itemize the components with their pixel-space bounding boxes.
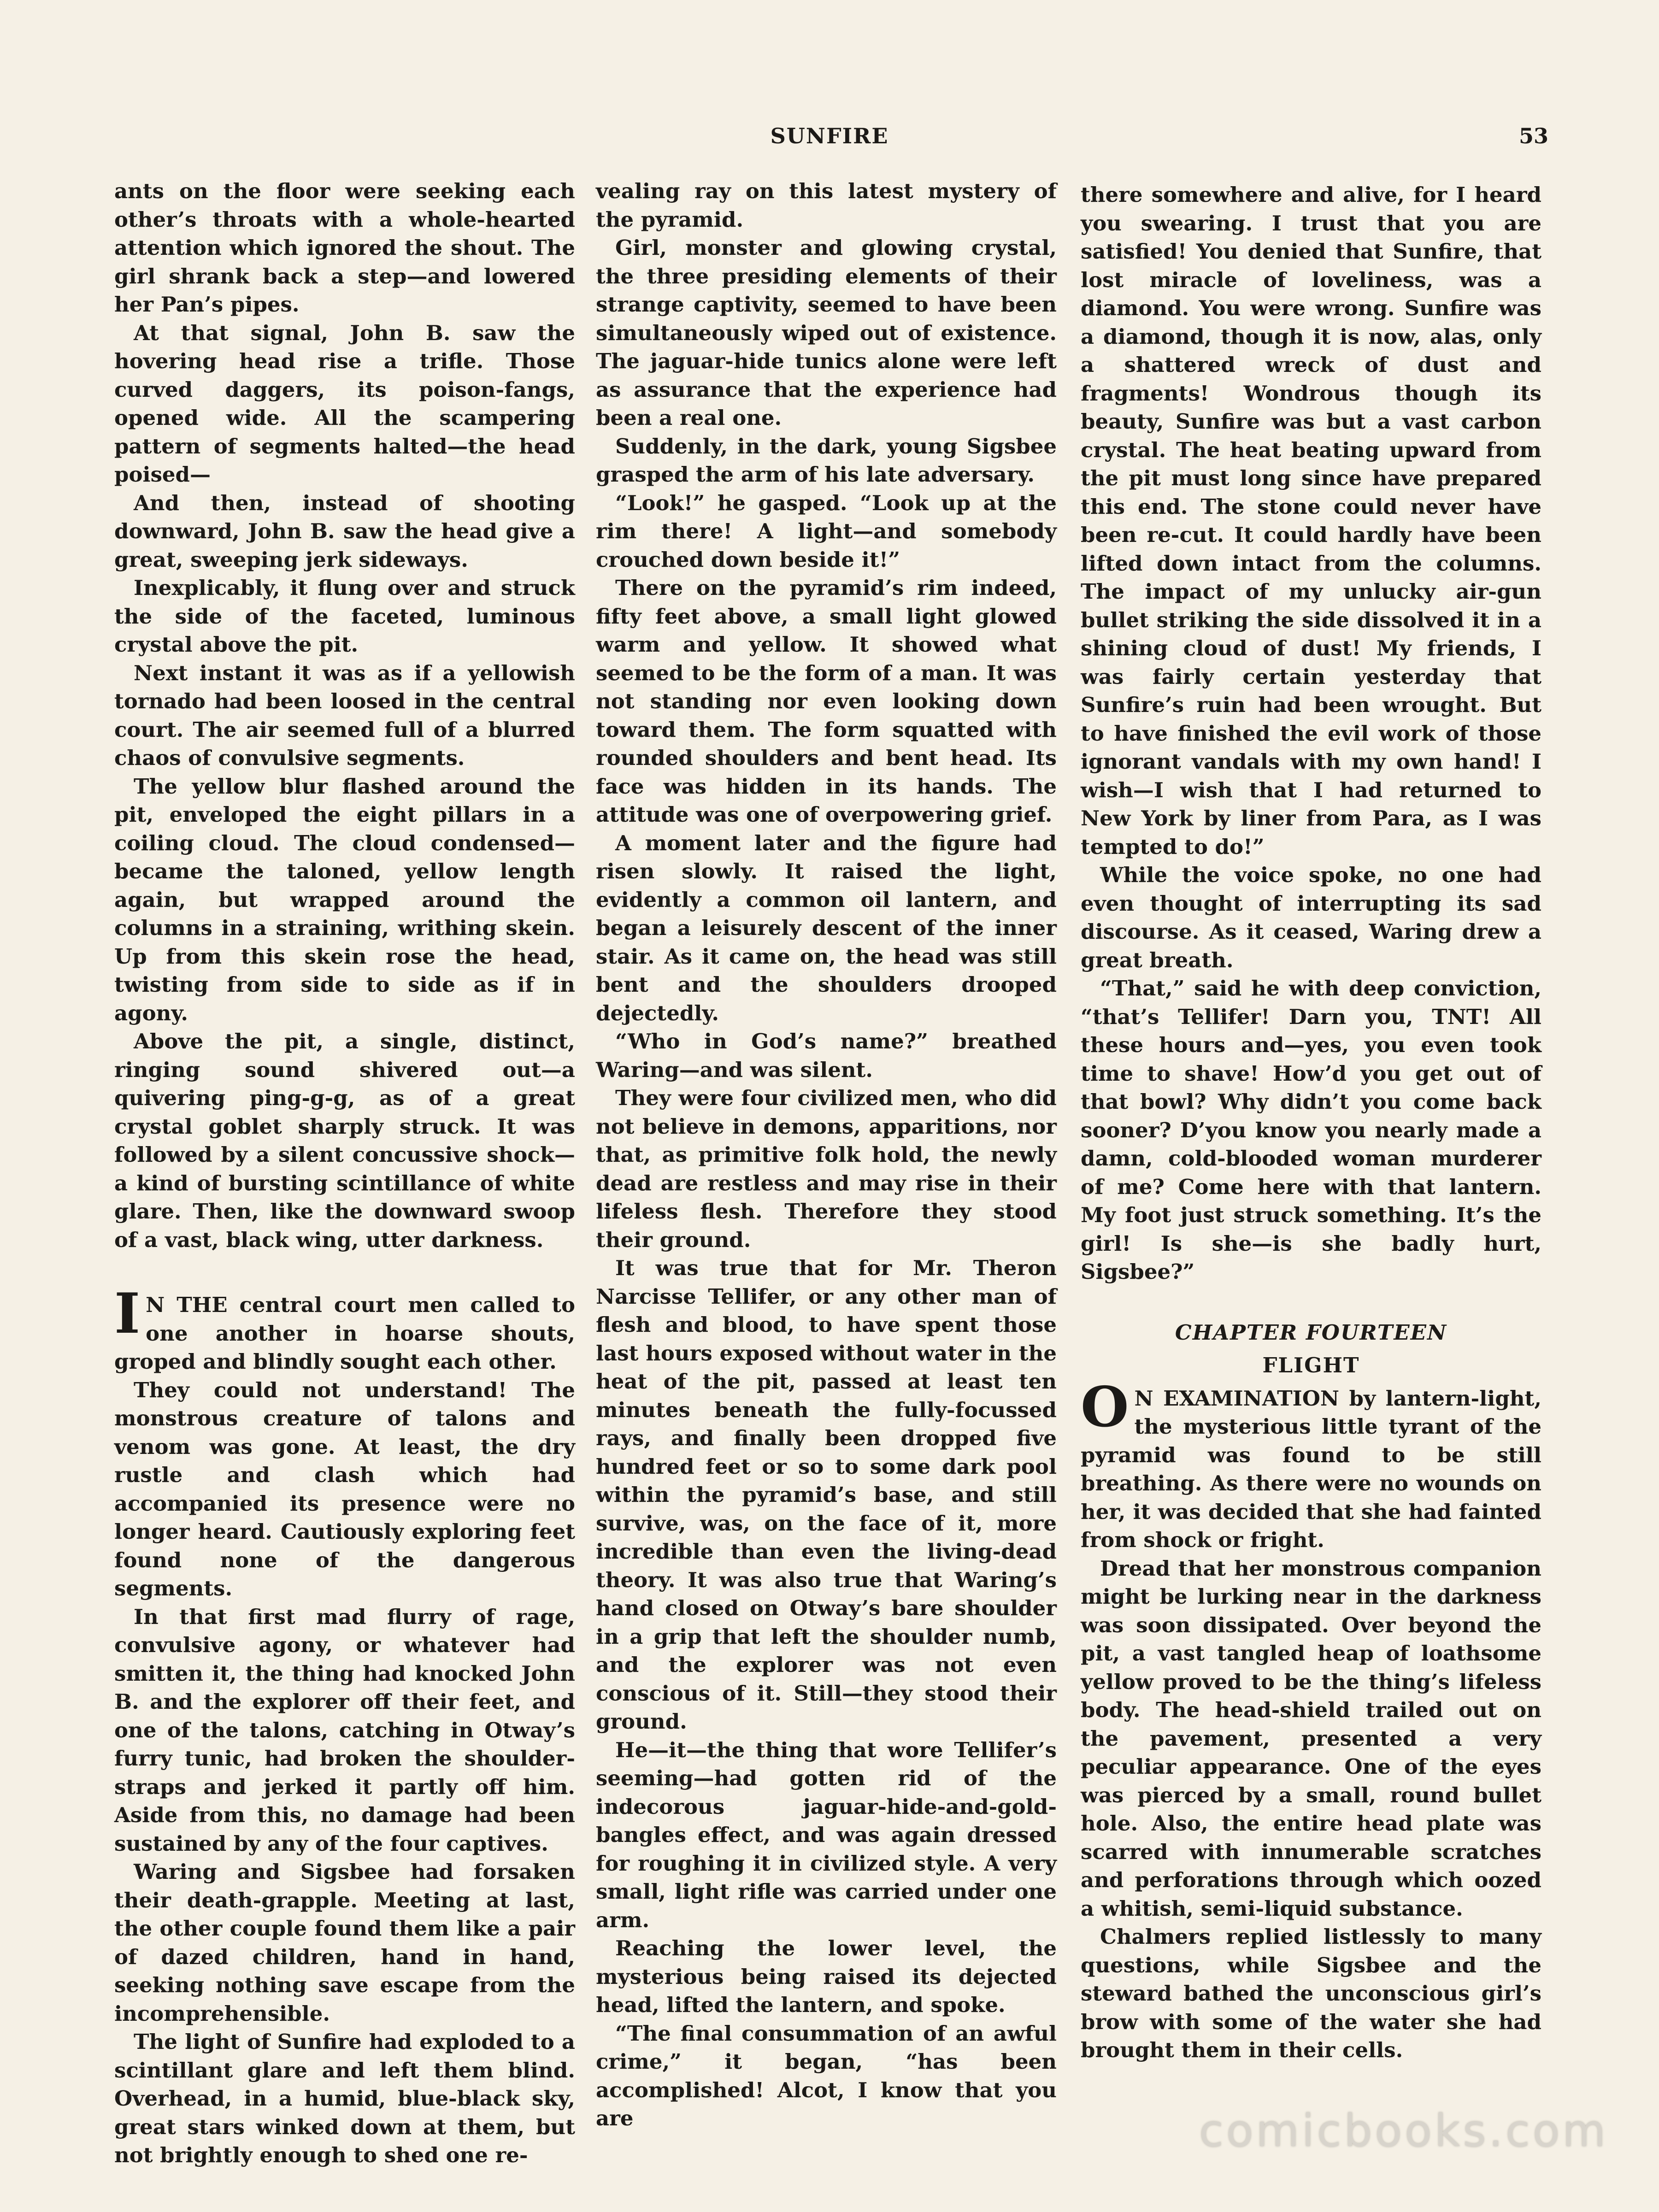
paragraph: They were four civilized men, who did not believe in demons, apparitions, nor that, as primitive folk hold, the newly dead are restless and may rise in their lifeless flesh. Therefore they stood their ground.: [596, 1086, 1057, 1252]
paragraph: He—it—the thing that wore Tellifer’s seeming—had gotten rid of the indecorous jaguar-hide-and-gold-bangles effect, and was again dressed for roughing it in civilized style. A very small, light rifle was carried under one arm.: [596, 1737, 1057, 1932]
paragraph: vealing ray on this latest mystery of the pyramid.: [596, 179, 1057, 232]
paragraph: It was true that for Mr. Theron Narcisse Tellifer, or any other man of flesh and blood, to have spent those last hours exposed without water in the heat of the pit, passed at least ten minutes beneath the fully-focussed rays, and finally been dropped five hundred feet or so to some dark pool within the pyramid’s base, and still survive, was, on the face of it, more incredible than even the living-dead theory. It was also true that Waring’s hand closed on Otway’s bare shoulder in a grip that left the shoulder numb, and the explorer was not even conscious of it. Still—they stood their ground.: [596, 1256, 1057, 1734]
paragraph: The yellow blur flashed around the pit, enveloped the eight pillars in a coiling cloud. The cloud condensed—became the taloned, yellow length again, but wrapped around the columns in a straining, writhing skein. Up from this skein rose the head, twisting from side to side as if in agony.: [114, 774, 575, 1025]
paragraph: Suddenly, in the dark, young Sigsbee grasped the arm of his late adversary.: [596, 434, 1057, 487]
page-header: [111, 124, 1548, 156]
paragraph: there somewhere and alive, for I heard you swearing. I trust that you are satisfied! You denied that Sunfire, that lost miracle of loveliness, was a diamond. You were wrong. Sunfire was a diamond, though it is now, alas, only a shattered wreck of dust and fragments! Wondrous though its beauty, Sunfire was but a vast carbon crystal. The heat beating upward from the pit must long since have prepared this end. The stone could never have been re-cut. It could hardly have been lifted down intact from the columns. The impact of my unlucky air-gun bullet striking the side dissolved it in a shining cloud of dust! My friends, I was fairly certain yesterday that Sunfire’s ruin had been wrought. But to have finished the evil work of those ignorant vandals with my own hand! I wish—I wish that I had returned to New York by liner from Para, as I was tempted to do!”: [1081, 182, 1541, 859]
paragraph: Girl, monster and glowing crystal, the three presiding elements of their strange captivity, seemed to have been simultaneously wiped out of existence. The jaguar-hide tunics alone were left as assurance that the experience had been a real one.: [596, 235, 1057, 430]
paragraph: While the voice spoke, no one had even thought of interrupting its sad discourse. As it ceased, Waring drew a great breath.: [1081, 863, 1541, 972]
paragraph: Dread that her monstrous companion might be lurking near in the darkness was soon dissipated. Over beyond the pit, a vast tangled heap of loathsome yellow proved to be the thing’s lifeless body. The head-shield trailed out on the pavement, presented a very peculiar appearance. One of the eyes was pierced by a small, round bullet hole. Also, the entire head plate was scarred with innumerable scratches and perforations through which oozed a whitish, semi-liquid substance.: [1081, 1556, 1541, 1921]
paragraph: “Look!” he gasped. “Look up at the rim there! A light—and somebody crouched down beside it!”: [596, 490, 1057, 572]
text-column-2: [596, 177, 1057, 2133]
paragraph: “That,” said he with deep conviction, “that’s Tellifer! Darn you, TNT! All these hours and—yes, you even took time to shave! How’d you get out of that bowl? Why didn’t you come back sooner? D’you know you nearly made a damn, cold-blooded woman murderer of me? Come here with that lantern. My foot just struck something. It’s the girl! Is she—is she badly hurt, Sigsbee?”: [1081, 976, 1541, 1284]
paragraph: In that first mad flurry of rage, convulsive agony, or whatever had smitten it, the thing had knocked John B. and the explorer off their feet, and one of the talons, catching in Otway’s furry tunic, had broken the shoulder-straps and jerked it partly off him. Aside from this, no damage had been sustained by any of the four captives.: [114, 1604, 575, 1856]
paragraph: “The final consummation of an awful crime,” it began, “has been accomplished! Alcot, I know that you are: [596, 2021, 1057, 2130]
paragraph: A moment later and the figure had risen slowly. It raised the light, evidently a common oil lantern, and began a leisurely descent of the inner stair. As it came on, the head was still bent and the shoulders drooped dejectedly.: [596, 830, 1057, 1025]
paragraph: Chalmers replied listlessly to many questions, while Sigsbee and the steward bathed the unconscious girl’s brow with some of the water she had brought them in their cells.: [1081, 1924, 1541, 2062]
drop-cap: I: [114, 1281, 141, 1346]
drop-cap: O: [1081, 1374, 1129, 1440]
paragraph: Next instant it was as if a yellowish tornado had been loosed in the central court. The air seemed full of a blurred chaos of convulsive segments.: [114, 660, 575, 770]
paragraph: ants on the floor were seeking each other’s throats with a whole-hearted attention which ignored the shout. The girl shrank back a step—and lowered her Pan’s pipes.: [114, 179, 575, 317]
paragraph: At that signal, John B. saw the hovering head rise a trifle. Those curved daggers, its poison-fangs, opened wide. All the scampering pattern of segments halted—the head poised—: [114, 320, 575, 487]
section-opening-paragraph: [114, 1281, 575, 1376]
section-opening-paragraph: [1081, 1374, 1541, 1554]
page-number: 53: [1518, 124, 1548, 148]
text-column-3: [1081, 181, 1541, 2065]
chapter-subtitle: FLIGHT: [1262, 1353, 1360, 1377]
paragraph: Above the pit, a single, distinct, ringing sound shivered out—a quivering ping-g-g, as of a great crystal goblet sharply struck. It was followed by a silent concussive shock—a kind of bursting scintillance of white glare. Then, like the downward swoop of a vast, black wing, utter darkness.: [114, 1029, 575, 1252]
watermark: comicbooks.com: [1199, 2105, 1608, 2157]
paragraph: Reaching the lower level, the mysterious being raised its dejected head, lifted the lantern, and spoke.: [596, 1936, 1057, 2017]
section-lead-text: N EXAMINATION by lantern-light, the mysterious little tyrant of the pyramid was found to be still breathing. As there were no wounds on her, it was decided that she had fainted from shock or fright.: [1081, 1386, 1541, 1552]
paragraph: There on the pyramid’s rim indeed, fifty feet above, a small light glowed warm and yellow. It showed what seemed to be the form of a man. It was not standing nor even looking down toward them. The form squatted with rounded shoulders and bent head. Its face was hidden in its hands. The attitude was one of overpowering grief.: [596, 576, 1057, 827]
chapter-title: CHAPTER FOURTEEN: [1175, 1320, 1447, 1345]
paragraph: They could not understand! The monstrous creature of talons and venom was gone. At least, the dry rustle and clash which had accompanied its presence were no longer heard. Cautiously exploring feet found none of the dangerous segments.: [114, 1377, 575, 1600]
text-column-1: [114, 177, 575, 2170]
paragraph: “Who in God’s name?” breathed Waring—and was silent.: [596, 1029, 1057, 1082]
running-head: SUNFIRE: [770, 124, 889, 148]
paragraph: The light of Sunfire had exploded to a scintillant glare and left them blind. Overhead, in a humid, blue-black sky, great stars winked down at them, but not brightly enough to shed one re-: [114, 2030, 575, 2167]
paragraph: And then, instead of shooting downward, John B. saw the head give a great, sweeping jerk sideways.: [114, 490, 575, 572]
paragraph: Waring and Sigsbee had forsaken their death-grapple. Meeting at last, the other couple found them like a pair of dazed children, hand in hand, seeking nothing save escape from the incomprehensible.: [114, 1859, 575, 2026]
section-lead-text: N THE central court men called to one another in hoarse shouts, groped and blindly sought each other.: [114, 1293, 575, 1374]
paragraph: Inexplicably, it flung over and struck the side of the faceted, luminous crystal above the pit.: [114, 576, 575, 657]
